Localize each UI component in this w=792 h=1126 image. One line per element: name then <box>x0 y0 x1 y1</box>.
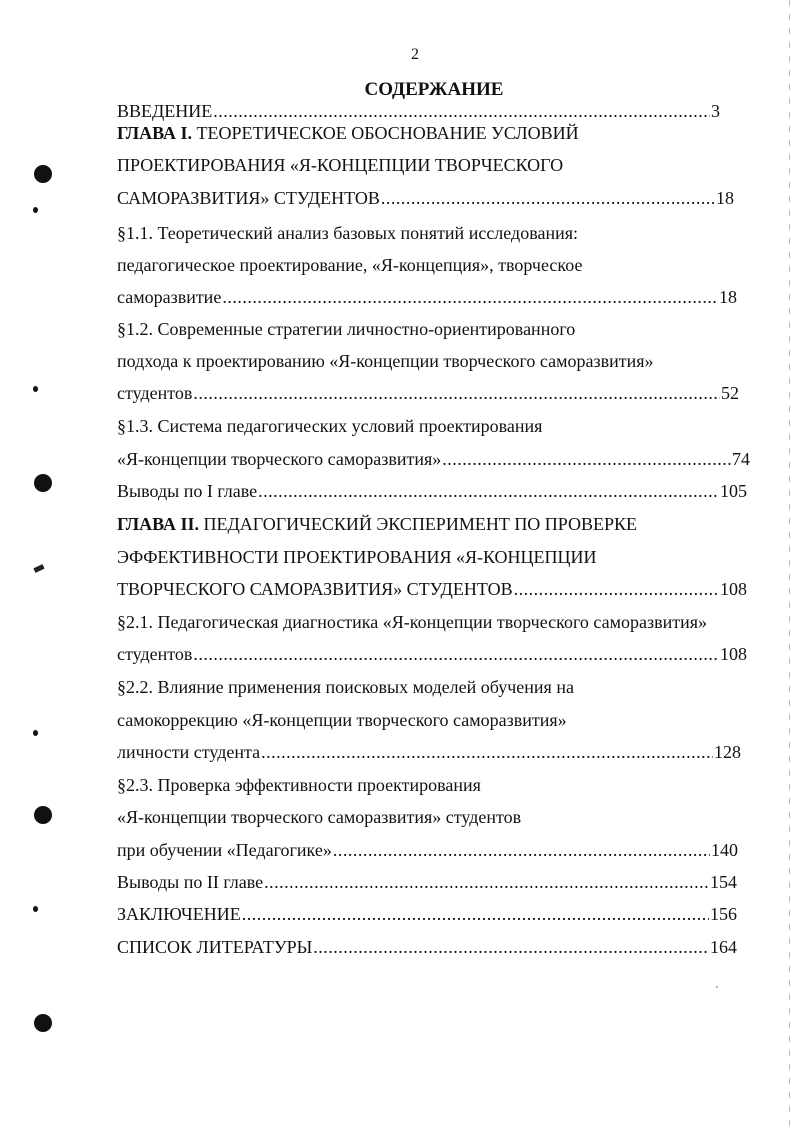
dot-leader <box>242 902 709 926</box>
toc-section-2-1-line1: §2.1. Педагогическая диагностика «Я-концепции творческого саморазвития» <box>117 612 708 632</box>
toc-entry-label: личности студента <box>117 742 261 762</box>
toc-chapter-1-line3 <box>117 186 734 210</box>
toc-entry-label: студентов <box>117 383 193 403</box>
dot-leader <box>313 935 709 959</box>
toc-chapter-1-line2: ПРОЕКТИРОВАНИЯ «Я-КОНЦЕПЦИИ ТВОРЧЕСКОГО <box>117 155 564 175</box>
toc-entry-conclusions-1 <box>117 479 747 503</box>
toc-section-2-2-line2: самокоррекцию «Я-концепции творческого саморазвития» <box>117 710 567 730</box>
punch-hole <box>34 474 52 492</box>
toc-section-1-1-line1: §1.1. Теоретический анализ базовых понятий исследования: <box>117 223 578 243</box>
speck-mark <box>33 386 38 392</box>
toc-entry-page: 164 <box>710 937 737 957</box>
dot-leader <box>264 870 709 894</box>
toc-section-2-3-line1: §2.3. Проверка эффективности проектирования <box>117 775 481 795</box>
dot-leader <box>222 285 718 309</box>
toc-entry-page: 140 <box>711 840 738 860</box>
toc-entry-label: Выводы по I главе <box>117 481 258 501</box>
toc-entry-intro <box>117 99 720 123</box>
toc-entry-page: 156 <box>710 904 737 924</box>
scan-smudge <box>33 564 44 573</box>
page-number: 2 <box>411 46 419 63</box>
toc-section-1-1-line3 <box>117 285 737 309</box>
dot-leader <box>442 447 731 471</box>
dot-leader <box>213 99 710 123</box>
page-edge <box>789 0 790 1126</box>
toc-entry-label: СПИСОК ЛИТЕРАТУРЫ <box>117 937 313 957</box>
speck-mark <box>33 207 38 213</box>
punch-hole <box>34 1014 52 1032</box>
toc-entry-page: 52 <box>721 383 739 403</box>
toc-chapter-2-line1 <box>117 512 637 536</box>
toc-section-1-2-line1: §1.2. Современные стратегии личностно-ориентированного <box>117 319 576 339</box>
toc-entry-label: Выводы по II главе <box>117 872 264 892</box>
toc-chapter-2-line2: ЭФФЕКТИВНОСТИ ПРОЕКТИРОВАНИЯ «Я-КОНЦЕПЦИИ <box>117 547 597 567</box>
toc-section-2-3-line2: «Я-концепции творческого саморазвития» студентов <box>117 807 522 827</box>
toc-entry-label: «Я-концепции творческого саморазвития» <box>117 449 442 469</box>
toc-section-2-2-line1: §2.2. Влияние применения поисковых моделей обучения на <box>117 677 574 697</box>
toc-section-1-3-line1: §1.3. Система педагогических условий проектирования <box>117 416 543 436</box>
toc-entry-page: 18 <box>719 287 737 307</box>
toc-entry-page: 18 <box>716 188 734 208</box>
toc-entry-label: при обучении «Педагогике» <box>117 840 332 860</box>
punch-hole <box>34 165 52 183</box>
toc-entry-page: 105 <box>720 481 747 501</box>
toc-section-1-1-line2: педагогическое проектирование, «Я-концепция», творческое <box>117 255 583 275</box>
toc-entry-references <box>117 935 737 959</box>
punch-hole <box>34 806 52 824</box>
speck-mark <box>716 986 718 988</box>
toc-chapter-2-line3 <box>117 577 747 601</box>
toc-entry-conclusions-2 <box>117 870 737 894</box>
toc-entry-page: 128 <box>714 742 741 762</box>
dot-leader <box>381 186 715 210</box>
chapter-prefix: ГЛАВА I. <box>117 123 193 143</box>
dot-leader <box>193 642 719 666</box>
toc-section-2-1-line2 <box>117 642 747 666</box>
toc-section-1-3-line2 <box>117 447 750 471</box>
toc-entry-label: саморазвитие <box>117 287 222 307</box>
toc-entry-page: 108 <box>720 579 747 599</box>
toc-section-2-3-line3 <box>117 838 738 862</box>
chapter-prefix: ГЛАВА II. <box>117 514 200 534</box>
dot-leader <box>514 577 719 601</box>
toc-entry-label: ТВОРЧЕСКОГО САМОРАЗВИТИЯ» СТУДЕНТОВ <box>117 579 513 599</box>
chapter-title: ПЕДАГОГИЧЕСКИЙ ЭКСПЕРИМЕНТ ПО ПРОВЕРКЕ <box>203 514 638 534</box>
toc-chapter-1-line1 <box>117 121 579 145</box>
chapter-title: ТЕОРЕТИЧЕСКОЕ ОБОСНОВАНИЕ УСЛОВИЙ <box>196 123 579 143</box>
toc-section-2-2-line3 <box>117 740 741 764</box>
dot-leader <box>193 381 720 405</box>
toc-entry-label: ЗАКЛЮЧЕНИЕ <box>117 904 241 924</box>
toc-entry-conclusion <box>117 902 737 926</box>
toc-section-1-2-line3 <box>117 381 739 405</box>
speck-mark <box>33 906 38 912</box>
toc-section-1-2-line2: подхода к проектированию «Я-концепции творческого саморазвития» <box>117 351 654 371</box>
dot-leader <box>261 740 713 764</box>
toc-entry-page: 108 <box>720 644 747 664</box>
speck-mark <box>33 730 38 736</box>
dot-leader <box>333 838 710 862</box>
toc-entry-page: 3 <box>711 101 720 121</box>
toc-entry-label: студентов <box>117 644 193 664</box>
toc-entry-page: 154 <box>710 872 737 892</box>
page-title: СОДЕРЖАНИЕ <box>364 79 504 100</box>
toc-entry-label: САМОРАЗВИТИЯ» СТУДЕНТОВ <box>117 188 380 208</box>
dot-leader <box>258 479 719 503</box>
toc-entry-page: 74 <box>732 449 750 469</box>
toc-entry-label: ВВЕДЕНИЕ <box>117 101 213 121</box>
